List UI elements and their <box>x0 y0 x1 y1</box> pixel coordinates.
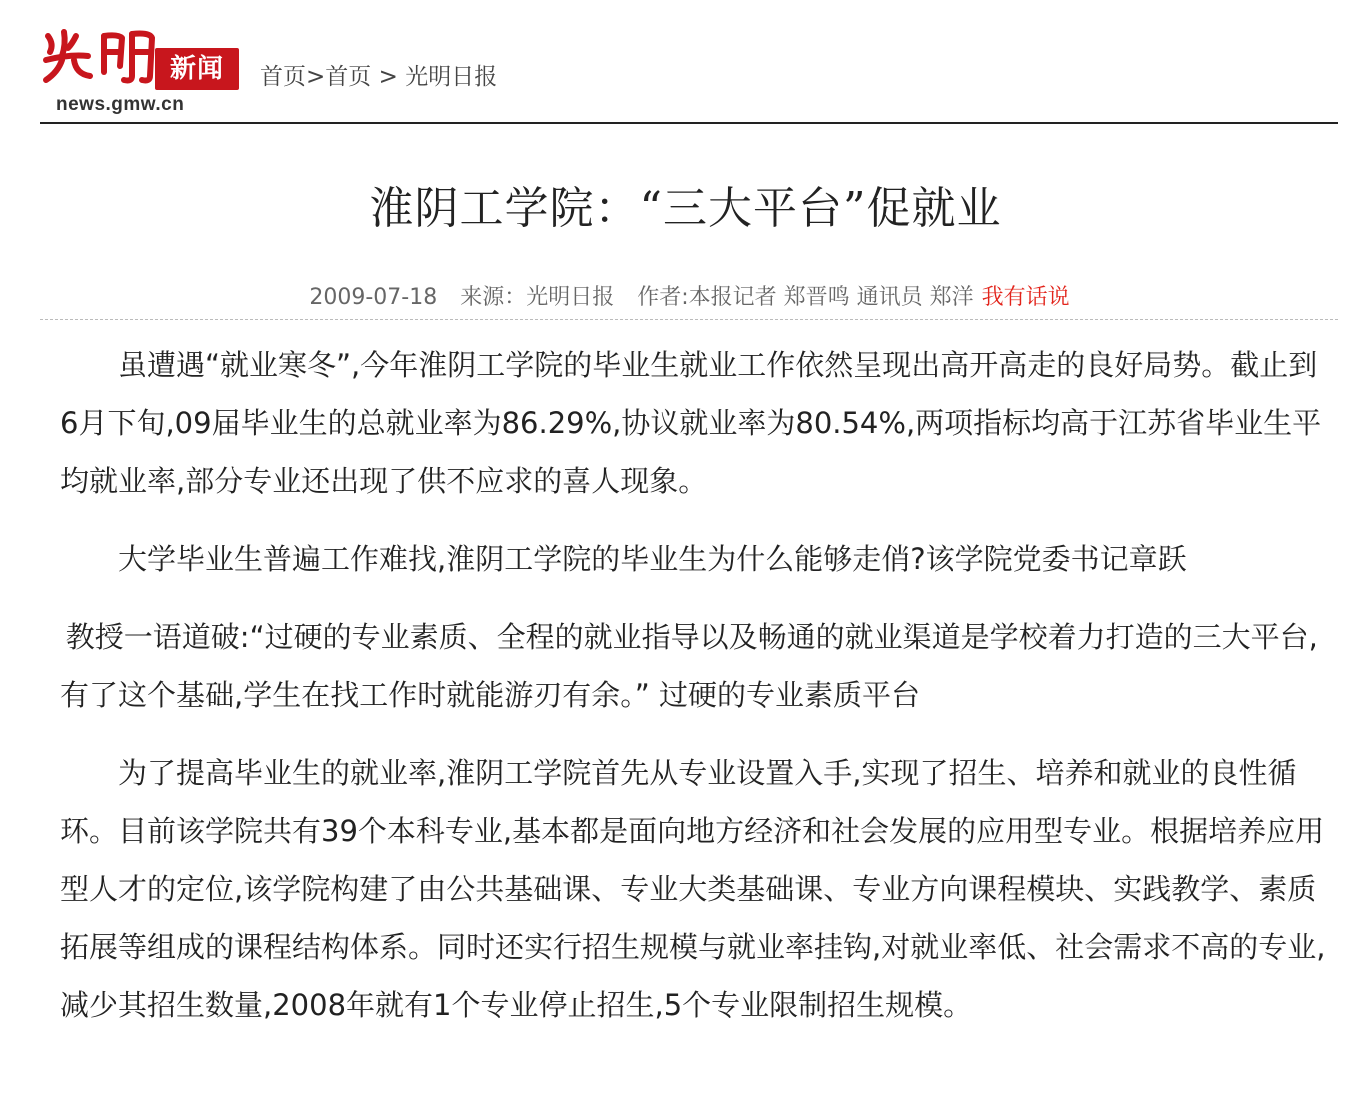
logo-news-badge: 新闻 <box>155 48 239 90</box>
page-header <box>40 20 1338 124</box>
article-date: 2009-07-18 <box>309 285 438 310</box>
article-paragraph: 教授一语道破:“过硬的专业素质、全程的就业指导以及畅通的就业渠道是学校着力打造的三大平台,有了这个基础,学生在找工作时就能游刃有余。” 过硬的专业素质平台 <box>60 620 1318 712</box>
comment-link[interactable]: 我有话说 <box>981 285 1070 310</box>
article-paragraph: 大学毕业生普遍工作难找,淮阴工学院的毕业生为什么能够走俏?该学院党委书记章跃 <box>118 542 1187 576</box>
guangming-calligraphy-logo <box>40 26 160 86</box>
article-source: 来源：光明日报 <box>460 285 615 310</box>
breadcrumb-separator: > <box>306 64 326 90</box>
article-paragraph: 为了提高毕业生的就业率,淮阴工学院首先从专业设置入手,实现了招生、培养和就业的良性循环。目前该学院共有39个本科专业,基本都是面向地方经济和社会发展的应用型专业。根据培养应用型人才的定位,该学院构建了由公共基础课、专业大类基础课、专业方向课程模块、实践教学、素质拓展等组成的课程结构体系。同时还实行招生规模与就业率挂钩,对就业率低、社会需求不高的专业,减少其招生数量,2008年就有1个专业停止招生,5个专业限制招生规模。 <box>60 756 1326 1022</box>
breadcrumb-home-link-2[interactable]: 首页 <box>325 64 372 90</box>
article-meta <box>0 280 1371 311</box>
breadcrumb-section-link[interactable]: 光明日报 <box>405 64 498 90</box>
breadcrumb-separator-2: > <box>371 64 406 90</box>
article-title: 淮阴工学院：“三大平台”促就业 <box>369 183 1002 234</box>
meta-divider <box>40 319 1338 320</box>
logo-url-text: news.gmw.cn <box>56 94 185 115</box>
article-paragraph: 虽遭遇“就业寒冬”,今年淮阴工学院的毕业生就业工作依然呈现出高开高走的良好局势。截止到6月下旬,09届毕业生的总就业率为86.29%,协议就业率为80.54%,两项指标均高于江苏省毕业生平均就业率,部分专业还出现了供不应求的喜人现象。 <box>60 348 1322 498</box>
breadcrumb-home-link[interactable]: 首页 <box>260 64 306 90</box>
site-logo[interactable] <box>40 26 240 118</box>
article-body <box>60 336 1330 1054</box>
article-author: 作者:本报记者 郑晋鸣 通讯员 郑洋 <box>637 285 974 310</box>
breadcrumb <box>260 58 497 91</box>
